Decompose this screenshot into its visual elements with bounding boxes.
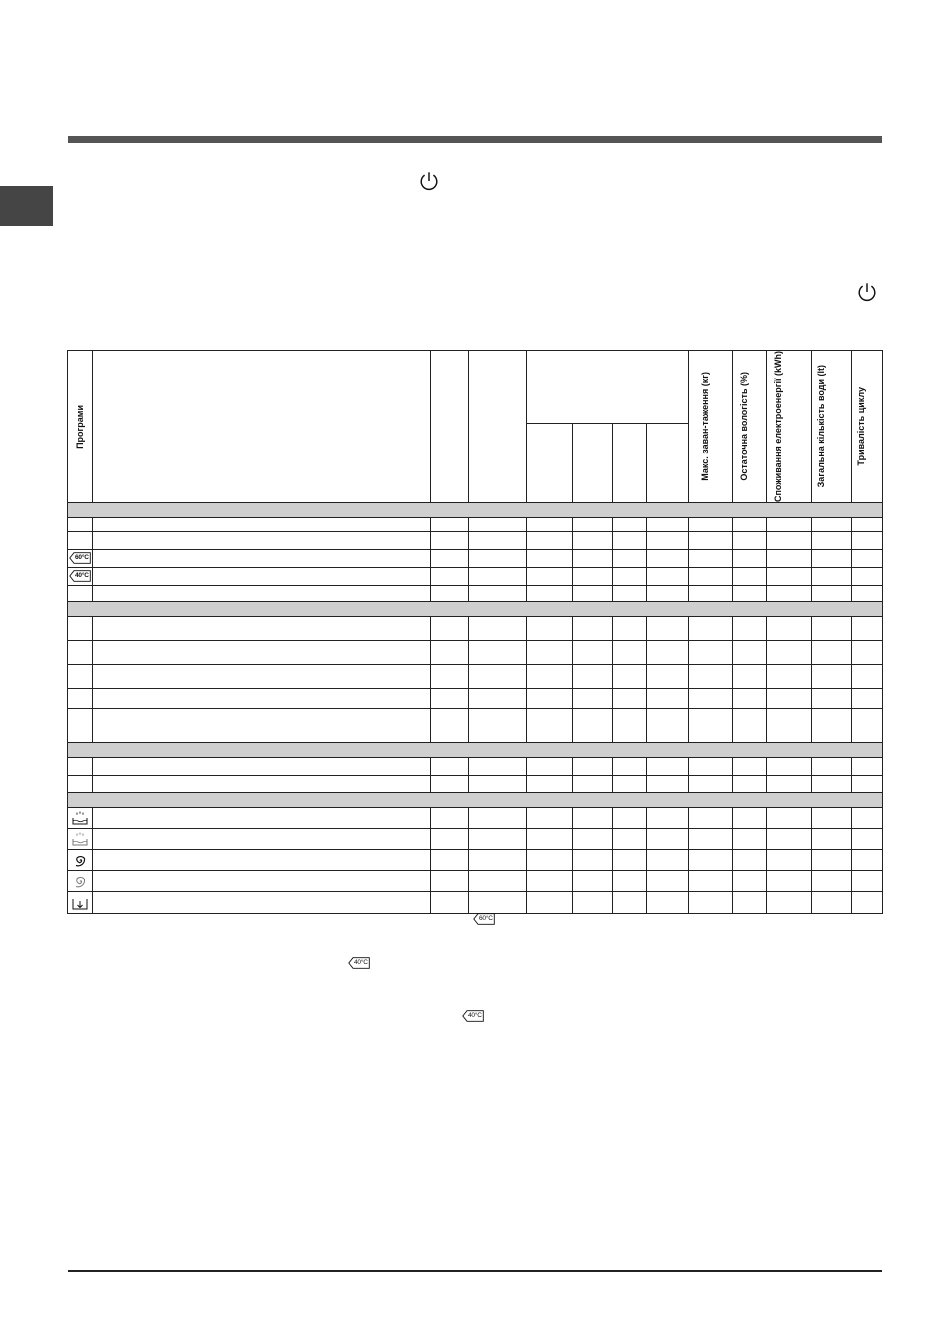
table-row [68, 568, 883, 586]
spin-delicate-icon [72, 873, 88, 889]
table-row [68, 641, 883, 665]
header-duration: Тривалість циклу [852, 351, 883, 503]
table-row [68, 689, 883, 709]
header-programs: Програми [68, 351, 93, 503]
spin-icon [72, 852, 88, 868]
table-row [68, 709, 883, 743]
bottom-rule [68, 1270, 882, 1272]
temp-40-icon: 40°C [348, 957, 370, 969]
language-tab [0, 186, 53, 226]
section-row [68, 503, 883, 518]
temp-40-icon: 40°C [69, 570, 91, 582]
table-row [68, 758, 883, 776]
power-icon [856, 281, 878, 303]
header-water: Загальна кількість води (lt) [812, 351, 852, 503]
section-row [68, 602, 883, 617]
table-row [68, 808, 883, 829]
programs-table [67, 350, 882, 914]
table-row [68, 665, 883, 689]
drain-icon [71, 895, 89, 911]
table-row [68, 892, 883, 914]
table-row [68, 550, 883, 568]
temp-60-icon: 60°C [69, 552, 91, 564]
rinse-delicate-icon [71, 831, 89, 847]
table-row [68, 871, 883, 892]
table-row [68, 532, 883, 550]
table-row [68, 850, 883, 871]
rinse-icon [71, 810, 89, 826]
temp-40-icon: 40°C [462, 1010, 484, 1022]
header-energy: Споживання електроенергії (kWh) [767, 351, 812, 503]
header-max-load: Макс. заван-таження (кг) [689, 351, 733, 503]
table-row [68, 829, 883, 850]
header-residual-moisture: Остаточна вологість (%) [733, 351, 767, 503]
section-row [68, 793, 883, 808]
top-rule [68, 136, 882, 143]
table-row [68, 586, 883, 602]
table-row [68, 518, 883, 532]
table-row [68, 617, 883, 641]
section-row [68, 743, 883, 758]
temp-60-icon: 60°C [473, 913, 495, 925]
table-row [68, 776, 883, 793]
power-icon [418, 170, 440, 192]
